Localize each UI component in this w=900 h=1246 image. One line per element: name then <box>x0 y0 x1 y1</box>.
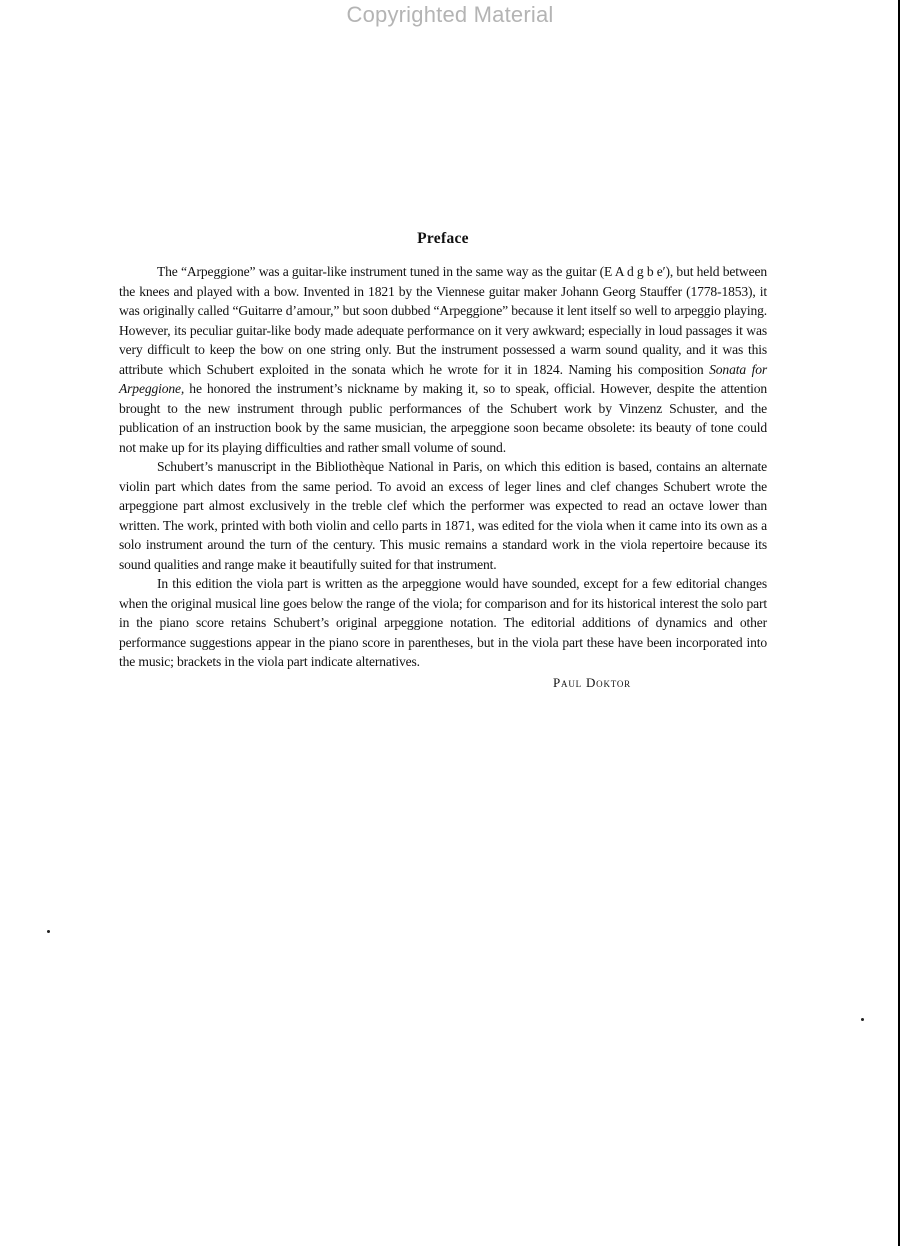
scan-speck <box>47 930 50 933</box>
preface-paragraph-1 <box>119 262 767 457</box>
scan-speck <box>861 1018 864 1021</box>
author-signature: Paul Doktor <box>552 674 631 690</box>
paragraph-1-text-b: he honored the instrument’s nickname by making it, so to speak, official. However, despite the attention brought to the new instrument through public performances of the Schubert work by Vinzenz Schuster, and the publication of an instruction book by the same musician, the arpeggione soon became obsolete: its beauty of tone could not make up for its playing difficulties and rather small volume of sound. <box>119 381 767 455</box>
paragraph-1-text-a: The “Arpeggione” was a guitar-like instrument tuned in the same way as the guitar (E A d g b e′), but held between the knees and played with a bow. Invented in 1821 by the Viennese guitar maker Johann Georg Stauffer (1778-1853), it was originally called “Guitarre d’amour,” but soon dubbed “Arpeggione” because it lent itself so well to arpeggio playing. However, its peculiar guitar-like body made adequate performance on it very awkward; especially in loud passages it was very difficult to keep the bow on one string only. But the instrument possessed a warm sound quality, and it was this attribute which Schubert exploited in the sonata which he wrote for it in 1824. Naming his composition <box>119 264 767 377</box>
sonata-title: Sonata for Arpeggione, <box>119 361 768 396</box>
copyright-watermark: Copyrighted Material <box>346 2 554 27</box>
preface-section <box>119 230 767 691</box>
preface-paragraph-2: Schubert’s manuscript in the Bibliothèque National in Paris, on which this edition is based, contains an alternate violin part which dates from the same period. To avoid an excess of leger lines and clef changes Schubert wrote the arpeggione part almost exclusively in the treble clef which the performer was expected to read an octave lower than written. The work, printed with both violin and cello parts in 1871, was edited for the viola when it came into its own as a solo instrument around the turn of the century. This music remains a standard work in the viola repertoire because its sound qualities and range make it beautifully suited for that instrument. <box>119 459 767 572</box>
preface-title: Preface <box>417 230 469 247</box>
preface-paragraph-3: In this edition the viola part is written as the arpeggione would have sounded, except for a few editorial changes when the original musical line goes below the range of the viola; for comparison and for its historical interest the solo part in the piano score retains Schubert’s original arpeggione notation. The editorial additions of dynamics and other performance suggestions appear in the piano score in parentheses, but in the viola part these have been incorporated into the music; brackets in the viola part indicate alternatives. <box>119 576 767 669</box>
